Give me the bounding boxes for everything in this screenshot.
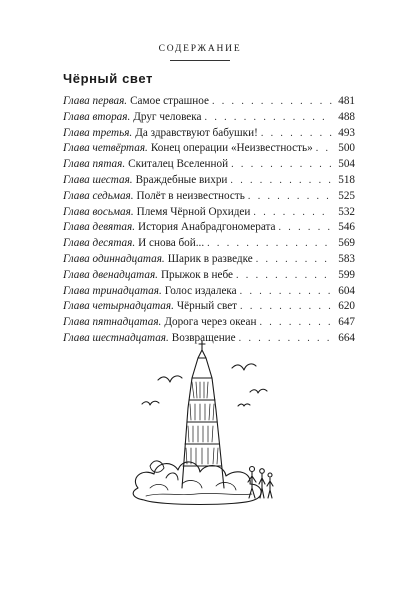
toc-page-number: 504 [338, 158, 355, 171]
toc-page-number: 493 [338, 126, 355, 139]
toc-chapter-label: Глава двенадцатая. [63, 268, 158, 281]
toc-page-number: 488 [338, 110, 355, 123]
toc-chapter-title: Скиталец Вселенной [128, 158, 229, 171]
toc-row[interactable] [63, 285, 355, 301]
running-head-rule [170, 60, 230, 61]
rocket-tower-sketch-icon [120, 338, 285, 508]
toc-chapter-label: Глава четырнадцатая. [63, 300, 174, 313]
toc-row[interactable] [63, 316, 355, 332]
toc-chapter-label: Глава четвёртая. [63, 142, 148, 155]
dot-leader [248, 191, 332, 202]
toc-page-number: 500 [338, 142, 355, 155]
dot-leader [279, 222, 333, 233]
toc-row[interactable] [63, 190, 355, 206]
toc-page-number: 525 [338, 189, 355, 202]
toc-chapter-label: Глава первая. [63, 95, 128, 107]
table-of-contents [63, 95, 355, 348]
dot-leader [207, 238, 332, 249]
toc-page-number: 647 [338, 316, 355, 329]
toc-chapter-title: Дорога через океан [164, 316, 257, 329]
toc-row[interactable] [63, 206, 355, 222]
toc-chapter-title: Враждебные вихри [135, 173, 228, 186]
toc-row[interactable] [63, 237, 355, 253]
toc-page-number: 583 [338, 252, 355, 265]
dot-leader [240, 301, 332, 312]
toc-chapter-label: Глава шестая. [63, 173, 133, 186]
toc-chapter-title: История Анабрадгономерата [138, 221, 276, 234]
toc-chapter-label: Глава тринадцатая. [63, 284, 162, 297]
dot-leader [205, 112, 332, 123]
toc-chapter-title: Племя Чёрной Орхидеи [136, 205, 251, 218]
dot-leader [236, 270, 332, 281]
toc-row[interactable] [63, 95, 355, 111]
dot-leader [253, 207, 332, 218]
toc-page-number: 599 [338, 268, 355, 281]
dot-leader [240, 286, 332, 297]
dot-leader [316, 143, 332, 154]
toc-row[interactable] [63, 253, 355, 269]
toc-chapter-title: Возвращение [171, 331, 236, 344]
toc-chapter-title: Прыжок в небе [160, 268, 233, 281]
toc-chapter-label: Глава шестнадцатая. [63, 331, 169, 344]
toc-chapter-title: Конец операции «Неизвестность» [150, 142, 313, 155]
dot-leader [230, 175, 332, 186]
toc-chapter-title: И снова бой... [138, 237, 205, 250]
toc-chapter-label: Глава одиннадцатая. [63, 252, 165, 265]
toc-chapter-label: Глава пятнадцатая. [63, 316, 162, 329]
toc-chapter-label: Глава десятая. [63, 237, 136, 250]
toc-chapter-label: Глава восьмая. [63, 205, 134, 218]
toc-chapter-title: Полёт в неизвестность [136, 189, 245, 202]
toc-chapter-label: Глава девятая. [63, 221, 136, 234]
toc-chapter-title: Шарик в разведке [167, 252, 253, 265]
section-title: Чёрный свет [63, 71, 153, 86]
toc-page-number: 518 [338, 173, 355, 186]
toc-row[interactable] [63, 142, 355, 158]
dot-leader [259, 317, 332, 328]
toc-row[interactable] [63, 127, 355, 143]
toc-row[interactable] [63, 111, 355, 127]
toc-chapter-label: Глава пятая. [63, 158, 126, 171]
toc-row[interactable] [63, 269, 355, 285]
toc-page-number: 481 [338, 95, 355, 107]
toc-row[interactable] [63, 221, 355, 237]
toc-chapter-label: Глава вторая. [63, 110, 131, 123]
toc-page-number: 620 [338, 300, 355, 313]
toc-page-number: 604 [338, 284, 355, 297]
toc-row[interactable] [63, 174, 355, 190]
toc-page-number: 532 [338, 205, 355, 218]
toc-page-number: 546 [338, 221, 355, 234]
toc-chapter-title: Друг человека [133, 110, 202, 123]
toc-chapter-label: Глава третья. [63, 126, 133, 139]
toc-page-number: 664 [338, 331, 355, 344]
toc-chapter-title: Да здравствуют бабушки! [135, 126, 258, 139]
toc-chapter-title: Самое страшное [130, 95, 209, 107]
toc-row[interactable] [63, 300, 355, 316]
running-head: СОДЕРЖАНИЕ [158, 44, 242, 54]
toc-chapter-label: Глава седьмая. [63, 189, 134, 202]
dot-leader [256, 254, 332, 265]
toc-page-number: 569 [338, 237, 355, 250]
toc-chapter-title: Чёрный свет [176, 300, 238, 313]
dot-leader [231, 159, 332, 170]
toc-row[interactable] [63, 158, 355, 174]
dot-leader [212, 96, 332, 107]
toc-chapter-title: Голос издалека [164, 284, 237, 297]
dot-leader [261, 128, 332, 139]
